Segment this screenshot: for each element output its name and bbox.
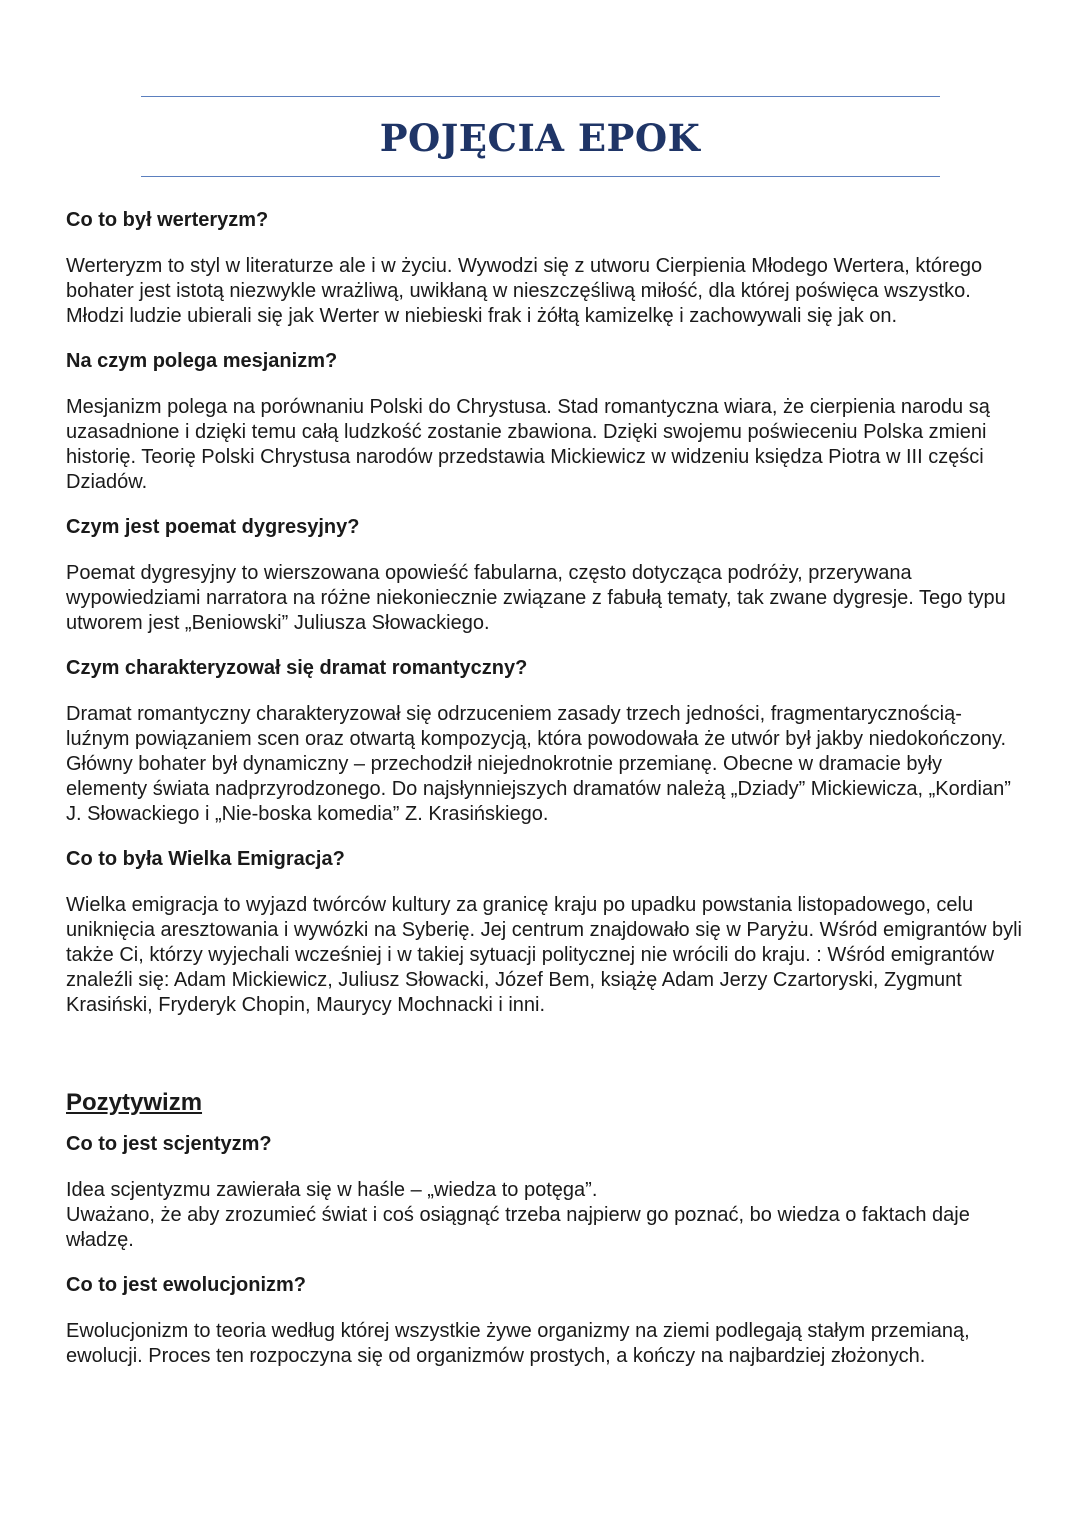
qa-block-wielka-emigracja [66, 847, 1026, 1018]
title-top-rule [141, 96, 940, 97]
qa-block-mesjanizm [66, 349, 1026, 495]
question-heading: Co to była Wielka Emigracja? [66, 848, 345, 870]
qa-block-dramat-romantyczny [66, 656, 1026, 827]
qa-block-werteryzm [66, 208, 1026, 329]
answer-paragraph: Werteryzm to styl w literaturze ale i w życiu. Wywodzi się z utworu Cierpienia Młodego Wertera, którego bohater jest istotą niezwykle wrażliwą, uwikłaną w nieszczęśliwą miłość, dla której poświęca wszystko. Młodzi ludzie ubierali się jak Werter w niebieski frak i żółtą kamizelkę i zachowywali się jak on. [66, 255, 983, 327]
answer-paragraph [66, 1178, 1026, 1253]
page-title: POJĘCIA EPOK [379, 116, 701, 160]
answer-line: Uważano, że aby zrozumieć świat i coś osiągnąć trzeba najpierw go poznać, bo wiedza o faktach daje władzę. [66, 1204, 970, 1251]
question-heading: Czym jest poemat dygresyjny? [66, 516, 360, 538]
title-bottom-rule [141, 176, 940, 177]
answer-line: Idea scjentyzmu zawierała się w haśle – „wiedza to potęga”. [66, 1179, 598, 1201]
question-heading: Czym charakteryzował się dramat romantyczny? [66, 657, 528, 679]
qa-block-scjentyzm [66, 1132, 1026, 1253]
answer-paragraph: Ewolucjonizm to teoria według której wszystkie żywe organizmy na ziemi podlegają stałym przemianą, ewolucji. Proces ten rozpoczyna się od organizmów prostych, a kończy na najbardziej złożonych. [66, 1320, 970, 1367]
answer-paragraph: Wielka emigracja to wyjazd twórców kultury za granicę kraju po upadku powstania listopadowego, celu uniknięcia aresztowania i wywózki na Syberię. Jej centrum znajdowało się w Paryżu. Wśród emigrantów byli także Ci, którzy wyjechali wcześniej i w takiej sytuacji politycznej nie wrócili do kraju. : Wśród emigrantów znaleźli się: Adam Mickiewicz, Juliusz Słowacki, Józef Bem, książę Adam Jerzy Czartoryski, Zygmunt Krasiński, Fryderyk Chopin, Maurycy Mochnacki i inni. [66, 894, 1022, 1016]
question-heading: Co to był werteryzm? [66, 209, 269, 231]
question-heading: Co to jest scjentyzm? [66, 1133, 272, 1155]
answer-paragraph: Mesjanizm polega na porównaniu Polski do Chrystusa. Stad romantyczna wiara, że cierpienia narodu są uzasadnione i dzięki temu całą ludzkość zostanie zbawiona. Dzięki swojemu poświeceniu Polska zmieni historię. Teorię Polski Chrystusa narodów przedstawia Mickiewicz w widzeniu księdza Piotra w III części Dziadów. [66, 396, 990, 493]
answer-paragraph: Poemat dygresyjny to wierszowana opowieść fabularna, często dotycząca podróży, przerywana wypowiedziami narratora na różne niekoniecznie związane z fabułą tematy, tak zwane dygresje. Tego typu utworem jest „Beniowski” Juliusza Słowackiego. [66, 562, 1006, 634]
question-heading: Co to jest ewolucjonizm? [66, 1274, 307, 1296]
answer-paragraph: Dramat romantyczny charakteryzował się odrzuceniem zasady trzech jedności, fragmentarycznością- luźnym powiązaniem scen oraz otwartą kompozycją, która powodowała że utwór był jakby niedokończony. Główny bohater był dynamiczny – przechodził niejednokrotnie przemianę. Obecne w dramacie były elementy świata nadprzyrodzonego. Do najsłynniejszych dramatów należą „Dziady” Mickiewicza, „Kordian” J. Słowackiego i „Nie-boska komedia” Z. Krasińskiego. [66, 703, 1011, 825]
question-heading: Na czym polega mesjanizm? [66, 350, 338, 372]
qa-block-poemat-dygresyjny [66, 515, 1026, 636]
qa-block-ewolucjonizm [66, 1273, 1026, 1369]
section-heading-pozytywizm: Pozytywizm [66, 1089, 203, 1116]
document-content [66, 208, 1026, 1389]
